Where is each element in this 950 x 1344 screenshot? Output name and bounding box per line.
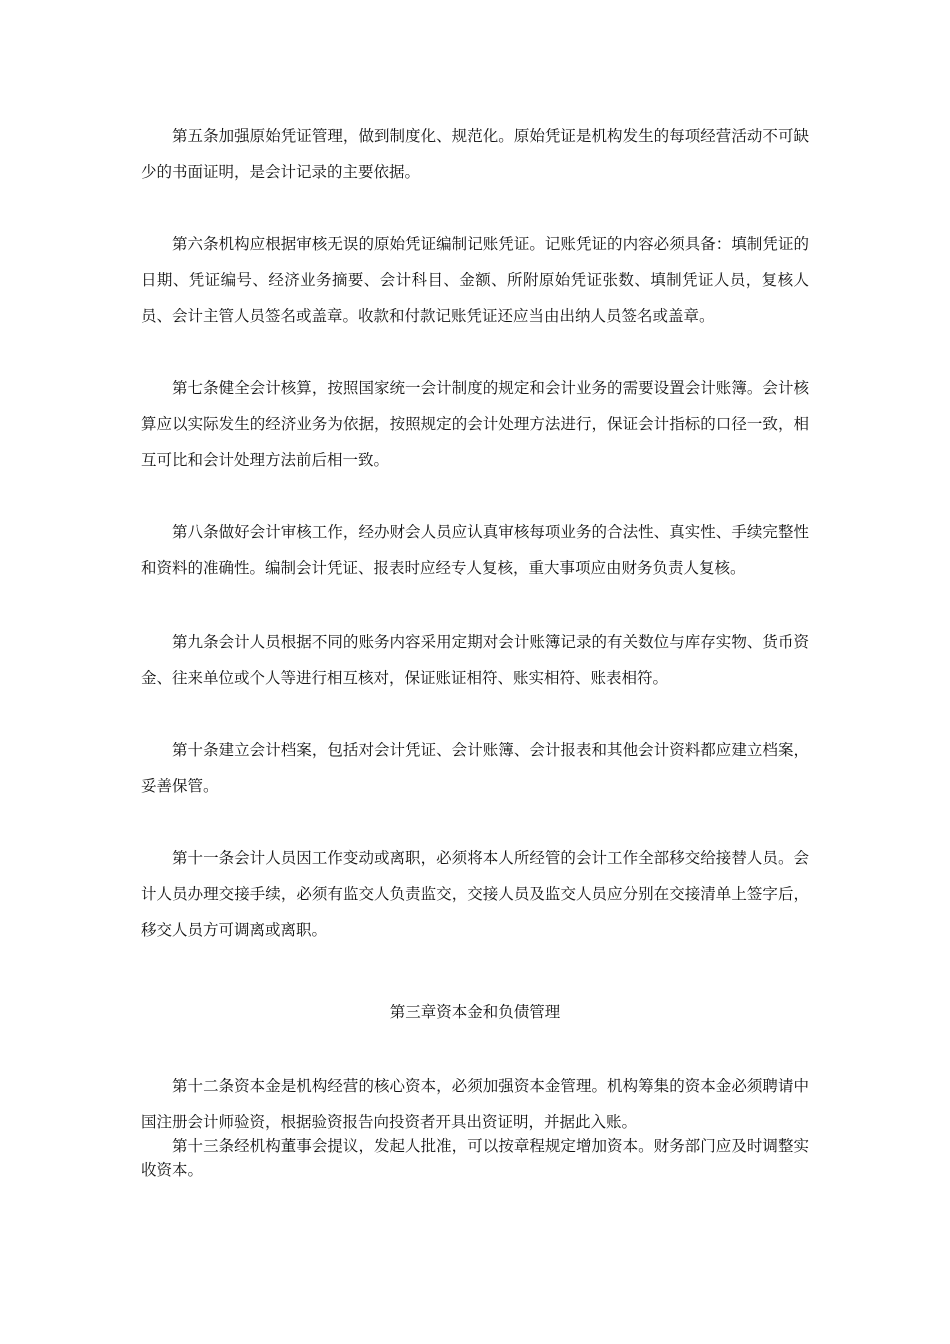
paragraph-article-13: 第十三条经机构董事会提议，发起人批准，可以按章程规定增加资本。财务部门应及时调整实收资本。: [141, 1137, 809, 1179]
paragraph-article-11: 第十一条会计人员因工作变动或离职，必须将本人所经管的会计工作全部移交给接替人员。会计人员办理交接手续，必须有监交人负责监交，交接人员及监交人员应分别在交接清单上签字后，移交人员方可调离或离职。: [141, 849, 809, 939]
paragraph-article-12: 第十二条资本金是机构经营的核心资本，必须加强资本金管理。机构筹集的资本金必须聘请中国注册会计师验资，根据验资报告向投资者开具出资证明，并据此入账。: [141, 1077, 809, 1131]
paragraph-article-5: 第五条加强原始凭证管理，做到制度化、规范化。原始凭证是机构发生的每项经营活动不可缺少的书面证明，是会计记录的主要依据。: [141, 127, 809, 181]
paragraph-article-8: 第八条做好会计审核工作，经办财会人员应认真审核每项业务的合法性、真实性、手续完整性和资料的准确性。编制会计凭证、报表时应经专人复核，重大事项应由财务负责人复核。: [141, 523, 809, 577]
paragraph-article-6: 第六条机构应根据审核无误的原始凭证编制记账凭证。记账凭证的内容必须具备：填制凭证的日期、凭证编号、经济业务摘要、会计科目、金额、所附原始凭证张数、填制凭证人员，复核人员、会计主管人员签名或盖章。收款和付款记账凭证还应当由出纳人员签名或盖章。: [141, 235, 809, 325]
paragraph-article-7: 第七条健全会计核算，按照国家统一会计制度的规定和会计业务的需要设置会计账簿。会计核算应以实际发生的经济业务为依据，按照规定的会计处理方法进行，保证会计指标的口径一致，相互可比和会计处理方法前后相一致。: [141, 379, 809, 469]
paragraph-article-9: 第九条会计人员根据不同的账务内容采用定期对会计账簿记录的有关数位与库存实物、货币资金、往来单位或个人等进行相互核对，保证账证相符、账实相符、账表相符。: [141, 633, 809, 687]
chapter-heading: 第三章资本金和负债管理: [389, 1003, 561, 1021]
paragraph-article-10: 第十条建立会计档案，包括对会计凭证、会计账簿、会计报表和其他会计资料都应建立档案，妥善保管。: [141, 741, 809, 795]
